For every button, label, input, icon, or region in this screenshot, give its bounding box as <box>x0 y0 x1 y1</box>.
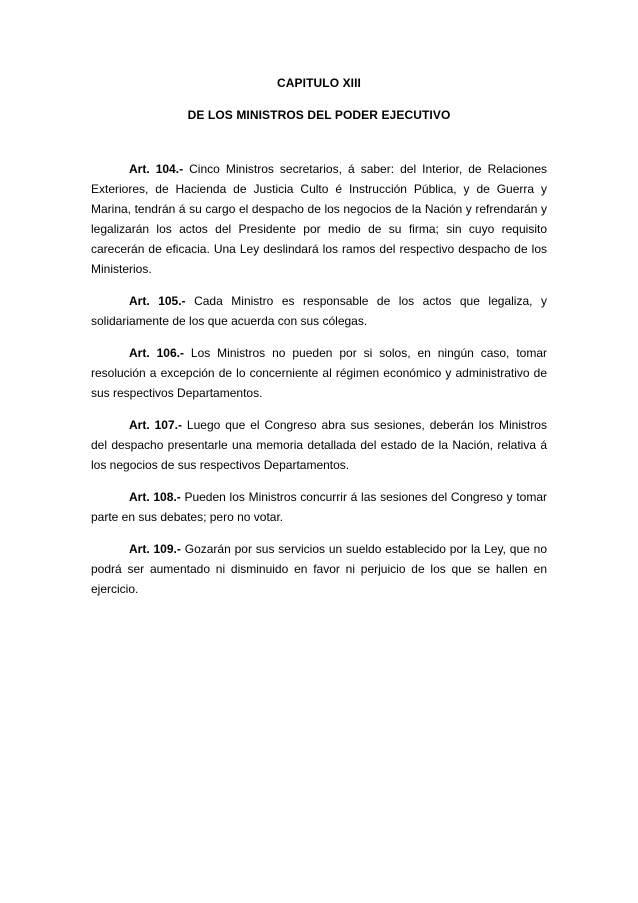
article-104 <box>91 159 547 279</box>
article-text: Gozarán por sus servicios un sueldo establecido por la Ley, que no podrá ser aumentado ni disminuido en favor ni perjuicio de los que se hallen en ejercicio. <box>91 542 548 596</box>
article-106 <box>91 343 547 403</box>
article-108 <box>91 487 547 527</box>
article-text: Luego que el Congreso abra sus sesiones, deberán los Ministros del despacho presentarle una memoria detallada del estado de la Nación, relativa á los negocios de sus respectivos Departamentos. <box>91 418 547 472</box>
article-label: Art. 106.- <box>129 346 184 360</box>
article-label: Art. 107.- <box>129 418 182 432</box>
article-109 <box>91 539 547 599</box>
chapter-number: CAPITULO XIII <box>277 76 361 90</box>
article-label: Art. 109.- <box>129 542 181 556</box>
article-text: Los Ministros no pueden por si solos, en ningún caso, tomar resolución a excepción de lo concerniente al régimen económico y administrativo de sus respectivos Departamentos. <box>91 346 547 400</box>
article-105 <box>91 291 547 331</box>
article-label: Art. 108.- <box>129 490 181 504</box>
articles-body <box>91 159 547 611</box>
article-text: Cinco Ministros secretarios, á saber: del Interior, de Relaciones Exteriores, de Hacienda de Justicia Culto é Instrucción Pública, y de Guerra y Marina, tendrán á su cargo el despacho de los negocios de la Nación y refrendarán y legalizarán los actos del Presidente por medio de su firma; sin cuyo requisito carecerán de eficacia. Una Ley deslindará los ramos del respectivo despacho de los Ministerios. <box>91 162 548 276</box>
article-label: Art. 105.- <box>129 294 186 308</box>
article-text: Cada Ministro es responsable de los actos que legaliza, y solidariamente de los que acuerda con sus cólegas. <box>91 294 547 328</box>
article-text: Pueden los Ministros concurrir á las sesiones del Congreso y tomar parte en sus debates; pero no votar. <box>91 490 548 524</box>
article-label: Art. 104.- <box>129 162 184 176</box>
chapter-title: DE LOS MINISTROS DEL PODER EJECUTIVO <box>187 108 451 122</box>
article-107 <box>91 415 547 475</box>
